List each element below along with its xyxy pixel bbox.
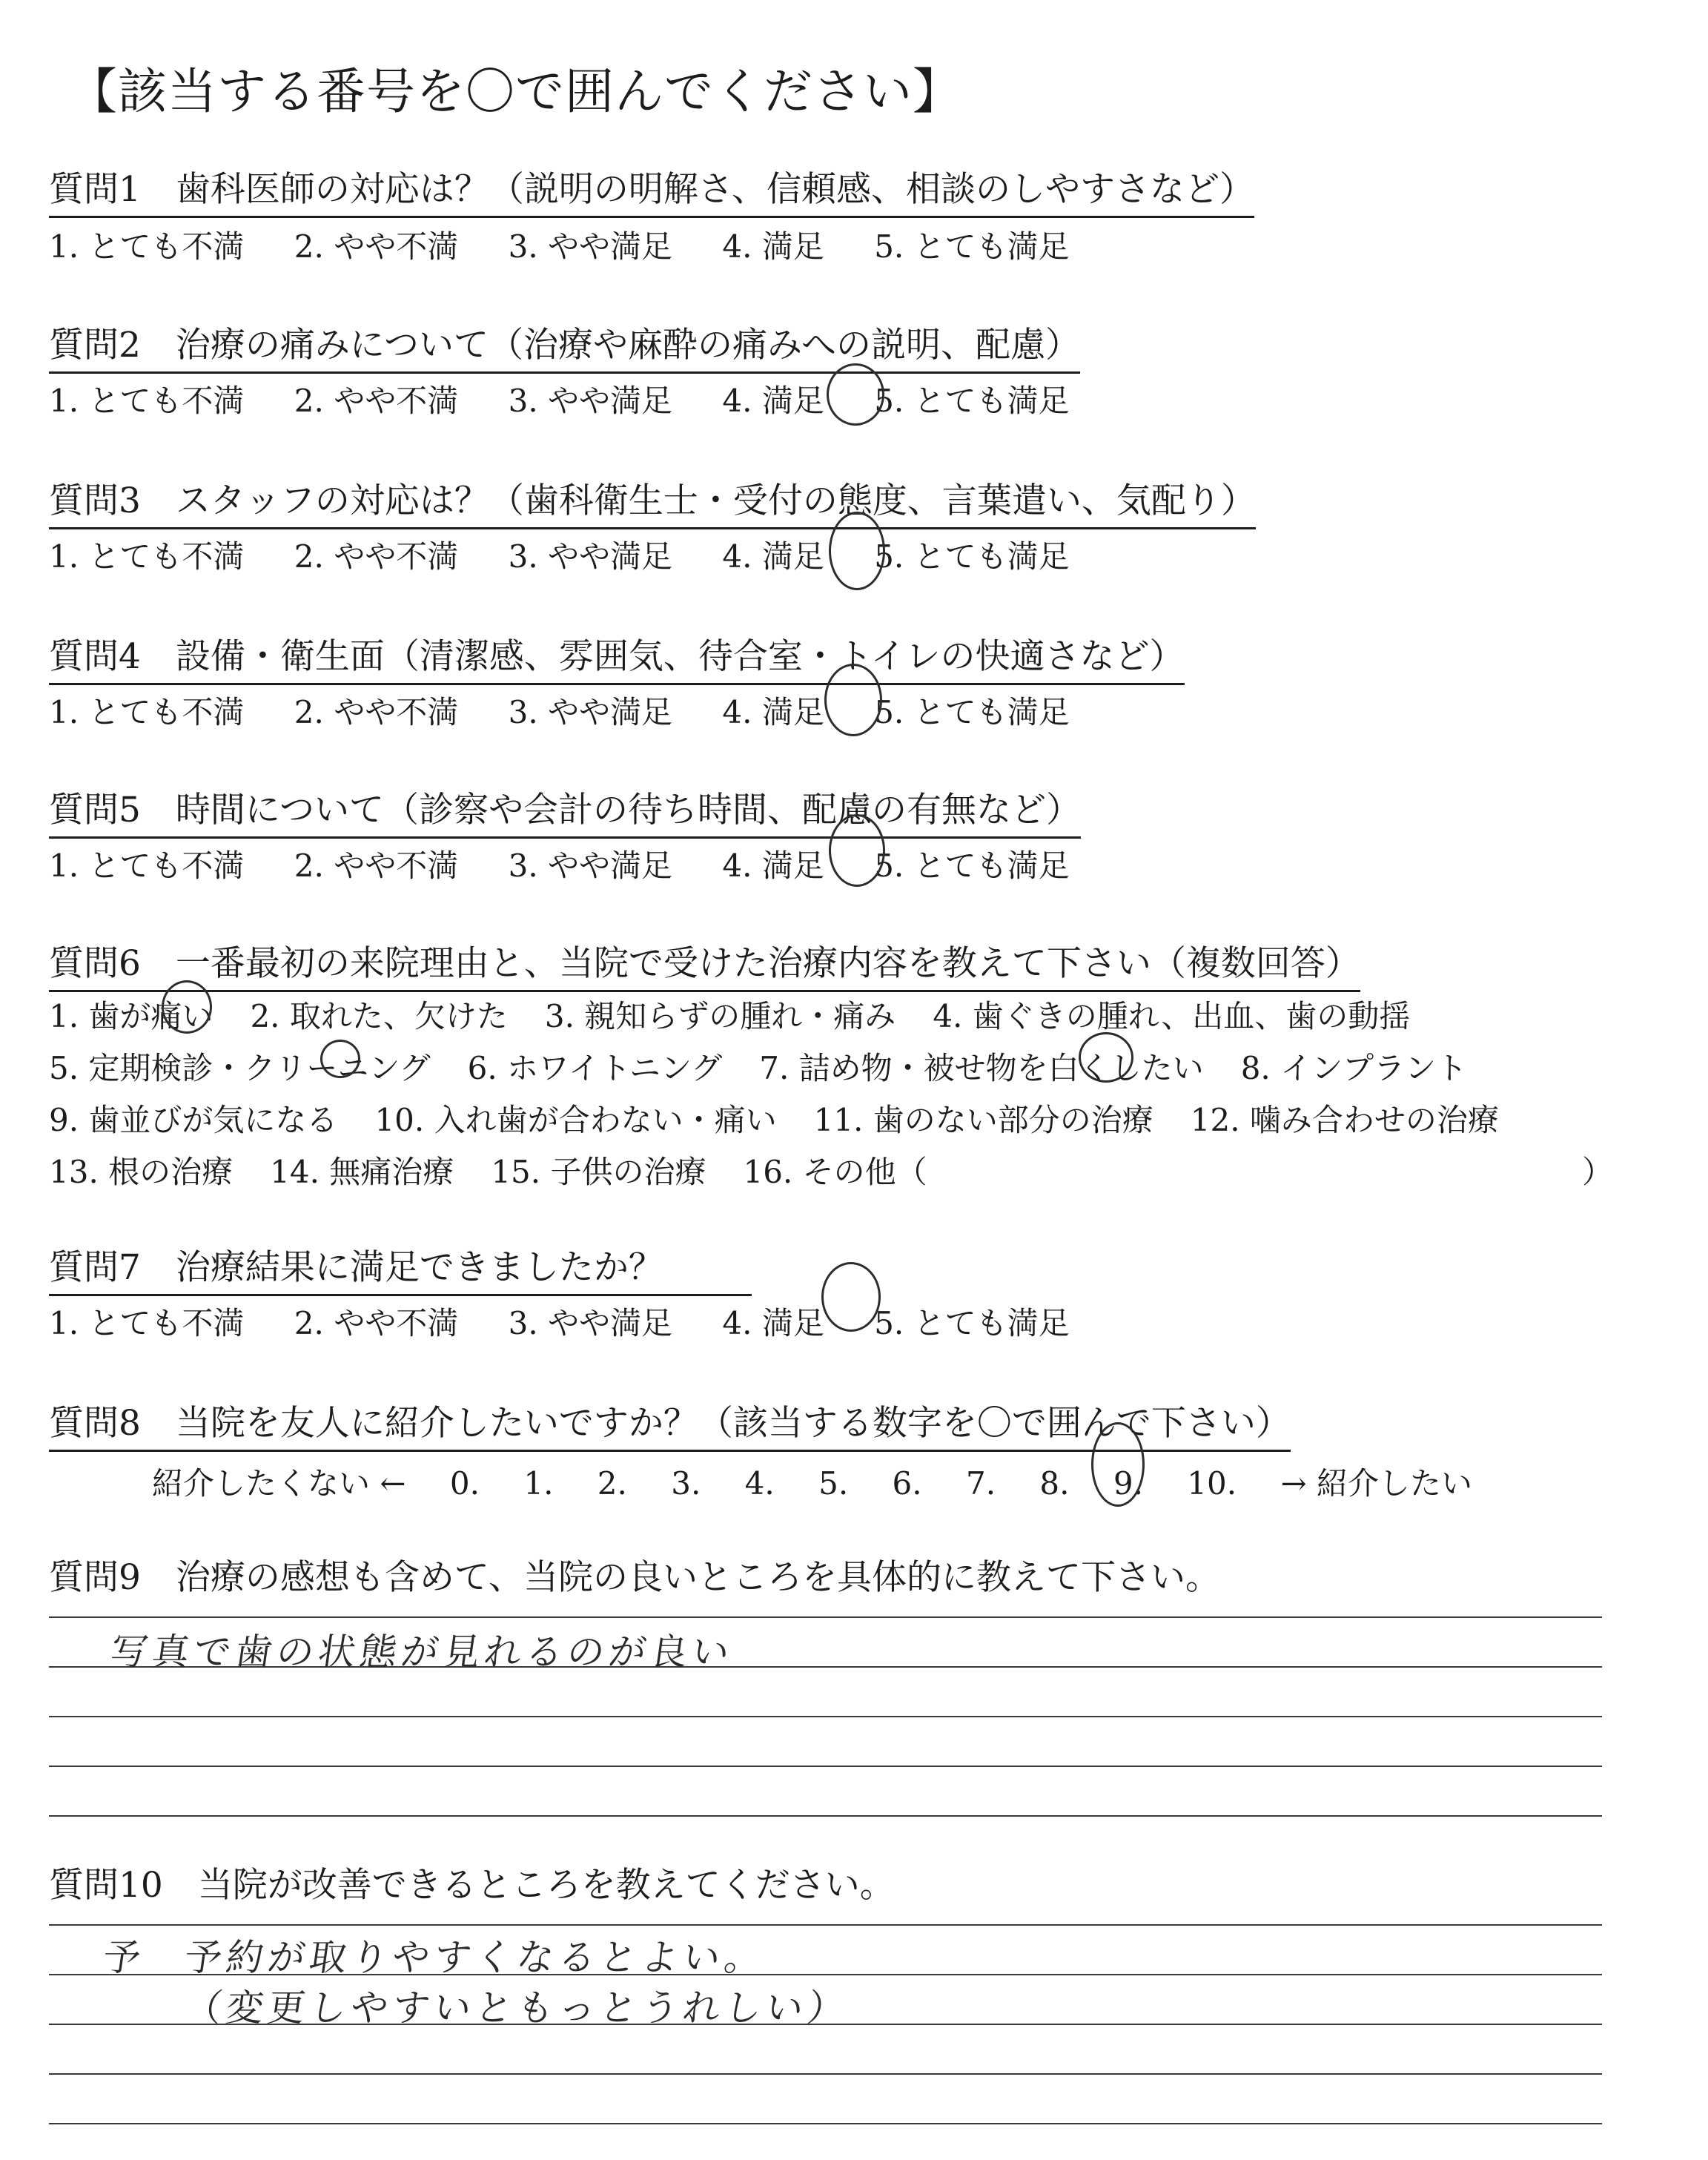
q2-option-3[interactable]: 3. やや満足 [508,383,673,419]
q6-option-10[interactable]: 10. 入れ歯が合わない・痛い [374,1102,777,1138]
q4-option-2[interactable]: 2. やや不満 [294,694,459,730]
question-8-title: 質問8 当院を友人に紹介したいですか？（該当する数字を〇で囲んで下さい） [49,1396,1291,1452]
q8-right-label: → 紹介したい [1280,1465,1472,1502]
question-1-options [49,222,1110,267]
question-2-options [49,377,1110,421]
q4-selection-circle [824,664,882,736]
question-9-title: 質問9 治療の感想も含めて、当院の良いところを具体的に教えて下さい。 [49,1557,1220,1598]
question-2-title: 質問2 治療の痛みについて（治療や麻酔の痛みへの説明、配慮） [49,317,1080,374]
q6-option-14[interactable]: 14. 無痛治療 [270,1154,454,1190]
q9-handwritten-answer[interactable]: 写真で歯の状態が見れるのが良い [107,1631,737,1674]
question-1-title: 質問1 歯科医師の対応は？（説明の明解さ、信頼感、相談のしやすさなど） [49,162,1254,218]
q6-row-4 [49,1148,1613,1192]
q6-option-6[interactable]: 6. ホワイトニング [467,1050,723,1086]
q9-answer-line-5 [49,1815,1602,1817]
q6-option-16[interactable]: 16. その他（ [743,1154,927,1190]
q3-selection-circle [829,512,885,590]
question-3-title: 質問3 スタッフの対応は？（歯科衛生士・受付の態度、言葉遣い、気配り） [49,473,1256,529]
q3-option-2[interactable]: 2. やや不満 [294,538,459,575]
q4-option-1[interactable]: 1. とても不満 [49,694,245,730]
q8-selection-circle [1091,1422,1145,1507]
question-7-options [49,1299,1110,1344]
q2-option-2[interactable]: 2. やや不満 [294,383,459,419]
q7-option-5[interactable]: 5. とても満足 [874,1305,1070,1341]
q6-option-5[interactable]: 5. 定期検診・クリーニング [49,1050,431,1086]
q9-answer-line-1 [49,1616,1602,1618]
q3-option-1[interactable]: 1. とても不満 [49,538,245,575]
question-4-options [49,688,1110,733]
q8-option-10[interactable]: 10. [1187,1465,1237,1502]
page-header: 【該当する番号を〇で囲んでください】 [68,63,962,120]
q6-option-13[interactable]: 13. 根の治療 [49,1154,234,1190]
q6-option-1[interactable]: 1. 歯が痛い [49,998,214,1034]
q5-option-2[interactable]: 2. やや不満 [294,848,459,884]
q2-option-4[interactable]: 4. 満足 [722,383,824,419]
q5-selection-circle [829,814,885,887]
q1-option-1[interactable]: 1. とても不満 [49,228,245,265]
q6-option-2[interactable]: 2. 取れた、欠けた [250,998,508,1034]
q9-answer-line-4 [49,1766,1602,1767]
q6-option-11[interactable]: 11. 歯のない部分の治療 [813,1102,1153,1138]
q8-option-1[interactable]: 1. [523,1465,554,1502]
q8-option-7[interactable]: 7. [965,1465,996,1502]
question-10-title: 質問10 当院が改善できるところを教えてください。 [49,1865,895,1906]
q5-option-4[interactable]: 4. 満足 [722,848,824,884]
q3-option-4[interactable]: 4. 満足 [722,538,824,575]
q6-row-1 [49,992,1447,1037]
q6-row-2 [49,1044,1504,1089]
q10-answer-line-5 [49,2123,1602,2124]
q7-selection-circle [821,1262,881,1332]
q9-answer-line-3 [49,1716,1602,1717]
q4-option-4[interactable]: 4. 満足 [722,694,824,730]
q6-option-15[interactable]: 15. 子供の治療 [491,1154,706,1190]
q8-option-9[interactable]: 9. [1113,1465,1143,1502]
q8-option-8[interactable]: 8. [1039,1465,1070,1502]
q1-option-2[interactable]: 2. やや不満 [294,228,459,265]
question-3-options [49,532,1110,577]
q5-option-1[interactable]: 1. とても不満 [49,848,245,884]
q2-option-1[interactable]: 1. とても不満 [49,383,245,419]
q6-selection-circle-7 [1079,1032,1133,1083]
q6-selection-circle-1 [162,980,212,1034]
q8-option-3[interactable]: 3. [671,1465,701,1502]
q8-left-label: 紹介したくない ← [152,1465,406,1502]
q7-option-4[interactable]: 4. 満足 [722,1305,824,1341]
q3-option-3[interactable]: 3. やや満足 [508,538,673,575]
q6-option-12[interactable]: 12. 噛み合わせの治療 [1190,1102,1499,1138]
question-7-title: 質問7 治療結果に満足できましたか？ [49,1240,752,1296]
q8-scale [152,1459,1506,1504]
q1-option-3[interactable]: 3. やや満足 [508,228,673,265]
q1-option-4[interactable]: 4. 満足 [722,228,824,265]
q6-option-4[interactable]: 4. 歯ぐきの腫れ、出血、歯の動揺 [933,998,1411,1034]
question-4-title: 質問4 設備・衛生面（清潔感、雰囲気、待合室・トイレの快適さなど） [49,629,1185,685]
q8-option-0[interactable]: 0. [449,1465,480,1502]
q6-option-9[interactable]: 9. 歯並びが気になる [49,1102,338,1138]
q4-option-3[interactable]: 3. やや満足 [508,694,673,730]
q2-selection-circle [827,363,884,426]
q10-handwritten-answer-line-2[interactable]: （変更しやすいともっとうれしい） [182,1986,853,2029]
question-5-title: 質問5 時間について（診察や会計の待ち時間、配慮の有無など） [49,782,1081,839]
q3-option-5[interactable]: 5. とても満足 [874,538,1070,575]
q4-option-5[interactable]: 5. とても満足 [874,694,1070,730]
q10-handwritten-answer-line-1[interactable]: 予約が取りやすくなるとよい。 [182,1936,769,1979]
q6-option-7[interactable]: 7. 詰め物・被せ物を白くしたい [759,1050,1204,1086]
q6-option-8[interactable]: 8. インプラント [1240,1050,1468,1086]
q2-option-5[interactable]: 5. とても満足 [874,383,1070,419]
question-5-options [49,842,1110,886]
q8-option-2[interactable]: 2. [597,1465,627,1502]
q7-option-2[interactable]: 2. やや不満 [294,1305,459,1341]
q7-option-3[interactable]: 3. やや満足 [508,1305,673,1341]
q6-option-3[interactable]: 3. 親知らずの腫れ・痛み [544,998,896,1034]
q8-option-4[interactable]: 4. [744,1465,775,1502]
q10-answer-line-1 [49,1924,1602,1926]
question-6-title: 質問6 一番最初の来院理由と、当院で受けた治療内容を教えて下さい（複数回答） [49,936,1360,992]
q1-option-5[interactable]: 5. とても満足 [874,228,1070,265]
q6-selection-circle-5 [320,1040,360,1078]
q6-row-3 [49,1096,1536,1140]
q8-option-5[interactable]: 5. [818,1465,849,1502]
q10-answer-line-4 [49,2073,1602,2075]
q6-other-close-paren: ） [1581,1154,1613,1190]
q5-option-3[interactable]: 3. やや満足 [508,848,673,884]
q8-option-6[interactable]: 6. [892,1465,922,1502]
q5-option-5[interactable]: 5. とても満足 [874,848,1070,884]
q10-margin-mark: 予 [100,1936,148,1979]
q7-option-1[interactable]: 1. とても不満 [49,1305,245,1341]
